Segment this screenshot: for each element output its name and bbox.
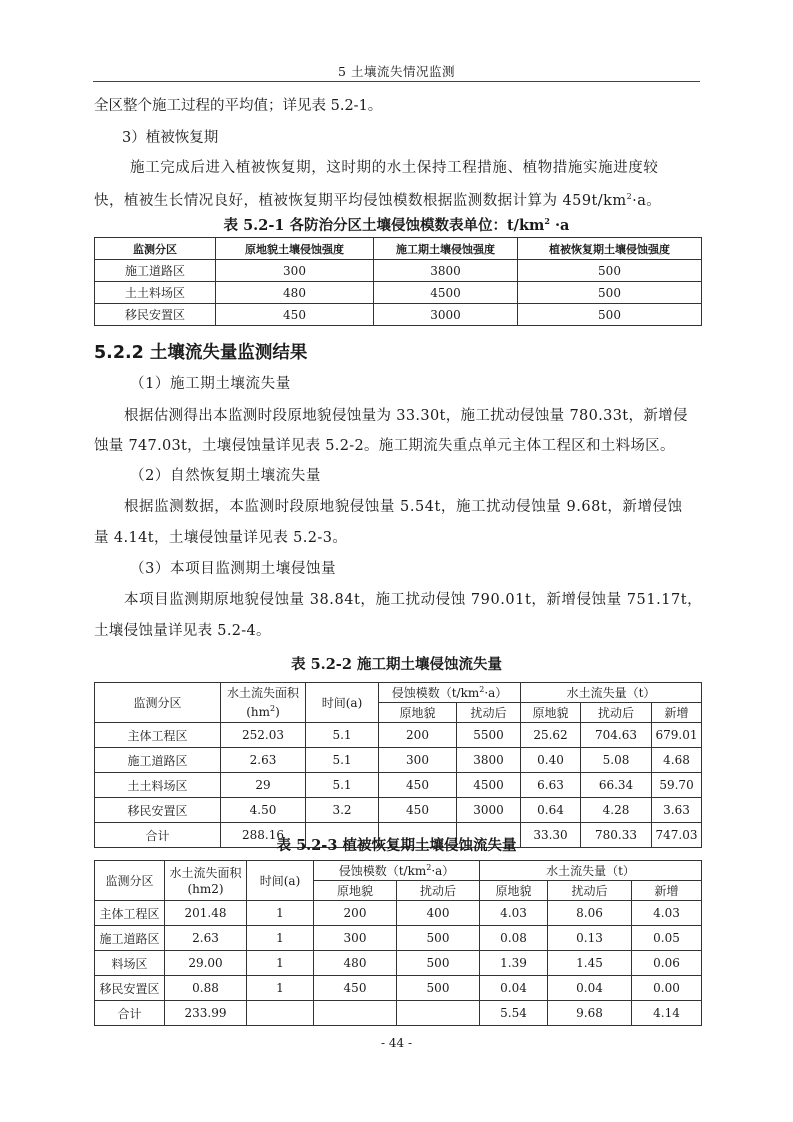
- cell: 4.50: [221, 798, 306, 823]
- paragraph-recovery-line1: 施工完成后进入植被恢复期，这时期的水土保持工程措施、植物措施实施进度较: [130, 160, 659, 176]
- subheader-cell: 原地貌: [480, 881, 548, 901]
- cell: 施工道路区: [95, 926, 165, 951]
- cell: 59.70: [652, 773, 702, 798]
- table-row: [95, 773, 702, 798]
- cell: 3800: [457, 748, 521, 773]
- cell: 0.64: [521, 798, 581, 823]
- header-text: 水土流失面积: [169, 865, 242, 880]
- cell: 9.68: [548, 1001, 632, 1026]
- header-cell-zone: 监测分区: [95, 683, 221, 723]
- cell: 施工道路区: [95, 260, 216, 282]
- cell: 料场区: [95, 951, 165, 976]
- header-cell: 监测分区: [95, 238, 216, 260]
- table2-caption: 表 5.2-2 施工期土壤侵蚀流失量: [291, 656, 502, 673]
- cell: 1.39: [480, 951, 548, 976]
- paragraph-project-line1: 本项目监测期原地貌侵蚀量 38.84t，施工扰动侵蚀 790.01t，新增侵蚀量 751.17t，: [124, 592, 703, 608]
- subheading-project-period: （3）本项目监测期土壤侵蚀量: [130, 561, 337, 577]
- header-cell-time: 时间(a): [247, 861, 314, 901]
- superscript: 2: [426, 863, 432, 872]
- table-row: [95, 901, 702, 926]
- header-text: 水土流失面积: [226, 686, 299, 700]
- cell: 0.04: [548, 976, 632, 1001]
- cell: 400: [397, 901, 480, 926]
- cell: 合计: [95, 1001, 165, 1026]
- header-cell-time: 时间(a): [306, 683, 379, 723]
- cell: 4.03: [480, 901, 548, 926]
- section-heading: 5.2.2 土壤流失量监测结果: [94, 343, 308, 363]
- header-cell-zone: 监测分区: [95, 861, 165, 901]
- running-header: 5 土壤流失情况监测: [338, 64, 455, 79]
- cell: 300: [314, 926, 397, 951]
- cell: 主体工程区: [95, 723, 221, 748]
- cell: 780.33: [581, 823, 652, 848]
- subheader-cell: 原地貌: [521, 703, 581, 723]
- cell: 1: [247, 976, 314, 1001]
- table3-caption: 表 5.2-3 植被恢复期土壤侵蚀流失量: [276, 837, 517, 854]
- cell: 0.08: [480, 926, 548, 951]
- cell: 66.34: [581, 773, 652, 798]
- subheader-cell: 扰动后: [397, 881, 480, 901]
- page-number: - 44 -: [380, 1036, 412, 1050]
- cell: 480: [216, 282, 374, 304]
- header-cell-modulus: [379, 683, 521, 703]
- table-5-2-3: [94, 860, 702, 1026]
- cell: 500: [518, 282, 702, 304]
- cell: 450: [216, 304, 374, 326]
- cell: 0.05: [632, 926, 702, 951]
- subheader-cell: 扰动后: [581, 703, 652, 723]
- cell: 747.03: [652, 823, 702, 848]
- table-header-row: [95, 238, 702, 260]
- cell: 0.88: [165, 976, 247, 1001]
- cell: 200: [379, 723, 457, 748]
- cell: 4500: [457, 773, 521, 798]
- cell: 6.63: [521, 773, 581, 798]
- cell: 土土料场区: [95, 773, 221, 798]
- paragraph-natural-line1: 根据监测数据，本监测时段原地貌侵蚀量 5.54t，施工扰动侵蚀量 9.68t，新增侵蚀: [124, 499, 683, 515]
- cell: 5.1: [306, 773, 379, 798]
- header-text: ·a）: [484, 686, 508, 700]
- cell: 5.1: [306, 723, 379, 748]
- subheading-construction-period: （1）施工期土壤流失量: [130, 376, 291, 392]
- cell: 300: [379, 748, 457, 773]
- cell: 500: [397, 951, 480, 976]
- header-cell: 原地貌土壤侵蚀强度: [216, 238, 374, 260]
- table-header-row: [95, 683, 702, 703]
- header-divider: [93, 81, 700, 82]
- cell: 233.99: [165, 1001, 247, 1026]
- header-text: ): [275, 705, 280, 719]
- superscript: 2: [626, 192, 633, 201]
- cell: 200: [314, 901, 397, 926]
- table-row: [95, 260, 702, 282]
- cell: 300: [216, 260, 374, 282]
- cell: 5.1: [306, 748, 379, 773]
- paragraph-text: ·a。: [632, 192, 662, 209]
- cell: 4.14: [632, 1001, 702, 1026]
- table-row: [95, 951, 702, 976]
- subheader-cell: 新增: [652, 703, 702, 723]
- table-5-2-1: [94, 237, 702, 326]
- header-text: 侵蚀模数（t/km: [338, 864, 427, 878]
- header-text: 侵蚀模数（t/km: [391, 686, 480, 700]
- paragraph-text: 快，植被生长情况良好，植被恢复期平均侵蚀模数根据监测数据计算为 459t/km: [94, 192, 627, 209]
- cell: 0.06: [632, 951, 702, 976]
- cell: 500: [397, 976, 480, 1001]
- cell: 移民安置区: [95, 976, 165, 1001]
- subheader-cell: 原地貌: [314, 881, 397, 901]
- table-row: [95, 723, 702, 748]
- cell: 3000: [457, 798, 521, 823]
- cell: 土土料场区: [95, 282, 216, 304]
- cell: 5.54: [480, 1001, 548, 1026]
- cell: 2.63: [221, 748, 306, 773]
- cell: 1: [247, 951, 314, 976]
- header-cell-loss: 水土流失量（t）: [480, 861, 702, 881]
- table-row: [95, 798, 702, 823]
- subheading-vegetation-recovery: 3）植被恢复期: [122, 130, 219, 146]
- cell: 500: [518, 304, 702, 326]
- paragraph-construction-line2: 蚀量 747.03t，土壤侵蚀量详见表 5.2-2。施工期流失重点单元主体工程区和土料场区。: [94, 438, 675, 454]
- header-cell-modulus: [314, 861, 480, 881]
- cell: 2.63: [165, 926, 247, 951]
- cell: 450: [379, 798, 457, 823]
- cell: 4500: [374, 282, 518, 304]
- cell: 0.40: [521, 748, 581, 773]
- subheader-cell: 新增: [632, 881, 702, 901]
- cell: 679.01: [652, 723, 702, 748]
- cell: 288.16: [221, 823, 306, 848]
- table1-caption: [0, 214, 793, 235]
- cell: 4.03: [632, 901, 702, 926]
- cell: 29: [221, 773, 306, 798]
- subheading-natural-recovery: （2）自然恢复期土壤流失量: [130, 468, 322, 484]
- table-row: [95, 976, 702, 1001]
- header-cell: 施工期土壤侵蚀强度: [374, 238, 518, 260]
- header-cell-area: [165, 861, 247, 901]
- cell: 主体工程区: [95, 901, 165, 926]
- subheader-cell: 扰动后: [548, 881, 632, 901]
- cell: 3000: [374, 304, 518, 326]
- table-5-2-2: [94, 682, 702, 848]
- subheader-cell: 扰动后: [457, 703, 521, 723]
- header-cell-loss: 水土流失量（t）: [521, 683, 702, 703]
- cell: 0.04: [480, 976, 548, 1001]
- caption-text: 表 5.2-1 各防治分区土壤侵蚀模数表单位：t/km: [223, 217, 545, 234]
- superscript: 2: [479, 685, 485, 694]
- cell: 5.08: [581, 748, 652, 773]
- subheader-cell: 原地貌: [379, 703, 457, 723]
- cell: 3800: [374, 260, 518, 282]
- cell: 0.13: [548, 926, 632, 951]
- table-total-row: [95, 1001, 702, 1026]
- cell: 5500: [457, 723, 521, 748]
- cell: 500: [518, 260, 702, 282]
- paragraph-construction-line1: 根据估测得出本监测时段原地貌侵蚀量为 33.30t，施工扰动侵蚀量 780.33t，新增侵: [124, 408, 688, 424]
- cell: 500: [397, 926, 480, 951]
- cell: 施工道路区: [95, 748, 221, 773]
- cell: 480: [314, 951, 397, 976]
- cell: 3.2: [306, 798, 379, 823]
- header-text: ·a）: [431, 864, 455, 878]
- table-header-row: [95, 861, 702, 881]
- cell: 201.48: [165, 901, 247, 926]
- cell: 1: [247, 901, 314, 926]
- cell: 4.28: [581, 798, 652, 823]
- cell: [314, 1001, 397, 1026]
- cell: 移民安置区: [95, 304, 216, 326]
- cell: 704.63: [581, 723, 652, 748]
- cell: 1.45: [548, 951, 632, 976]
- header-cell: 植被恢复期土壤侵蚀强度: [518, 238, 702, 260]
- paragraph-recovery-line2: [94, 187, 661, 211]
- cell: [397, 1001, 480, 1026]
- cell: 移民安置区: [95, 798, 221, 823]
- cell: 0.00: [632, 976, 702, 1001]
- paragraph-project-line2: 土壤侵蚀量详见表 5.2-4。: [94, 623, 271, 639]
- cell: 3.63: [652, 798, 702, 823]
- table-row: [95, 304, 702, 326]
- cell: [247, 1001, 314, 1026]
- cell: 450: [314, 976, 397, 1001]
- cell: 4.68: [652, 748, 702, 773]
- cell: 8.06: [548, 901, 632, 926]
- header-text: (hm: [246, 705, 270, 719]
- cell: 合计: [95, 823, 221, 848]
- table-row: [95, 748, 702, 773]
- header-cell-area: [221, 683, 306, 723]
- paragraph-natural-line2: 量 4.14t，土壤侵蚀量详见表 5.2-3。: [94, 530, 348, 546]
- cell: 25.62: [521, 723, 581, 748]
- cell: 450: [379, 773, 457, 798]
- table-row: [95, 926, 702, 951]
- header-text: (hm2): [187, 881, 224, 896]
- cell: 29.00: [165, 951, 247, 976]
- table-row: [95, 282, 702, 304]
- superscript: 2: [270, 704, 276, 713]
- cell: 1: [247, 926, 314, 951]
- paragraph-intro: 全区整个施工过程的平均值；详见表 5.2-1。: [94, 98, 383, 114]
- caption-text: ·a: [549, 217, 570, 234]
- cell: 252.03: [221, 723, 306, 748]
- superscript: 2: [544, 216, 550, 227]
- cell: 33.30: [521, 823, 581, 848]
